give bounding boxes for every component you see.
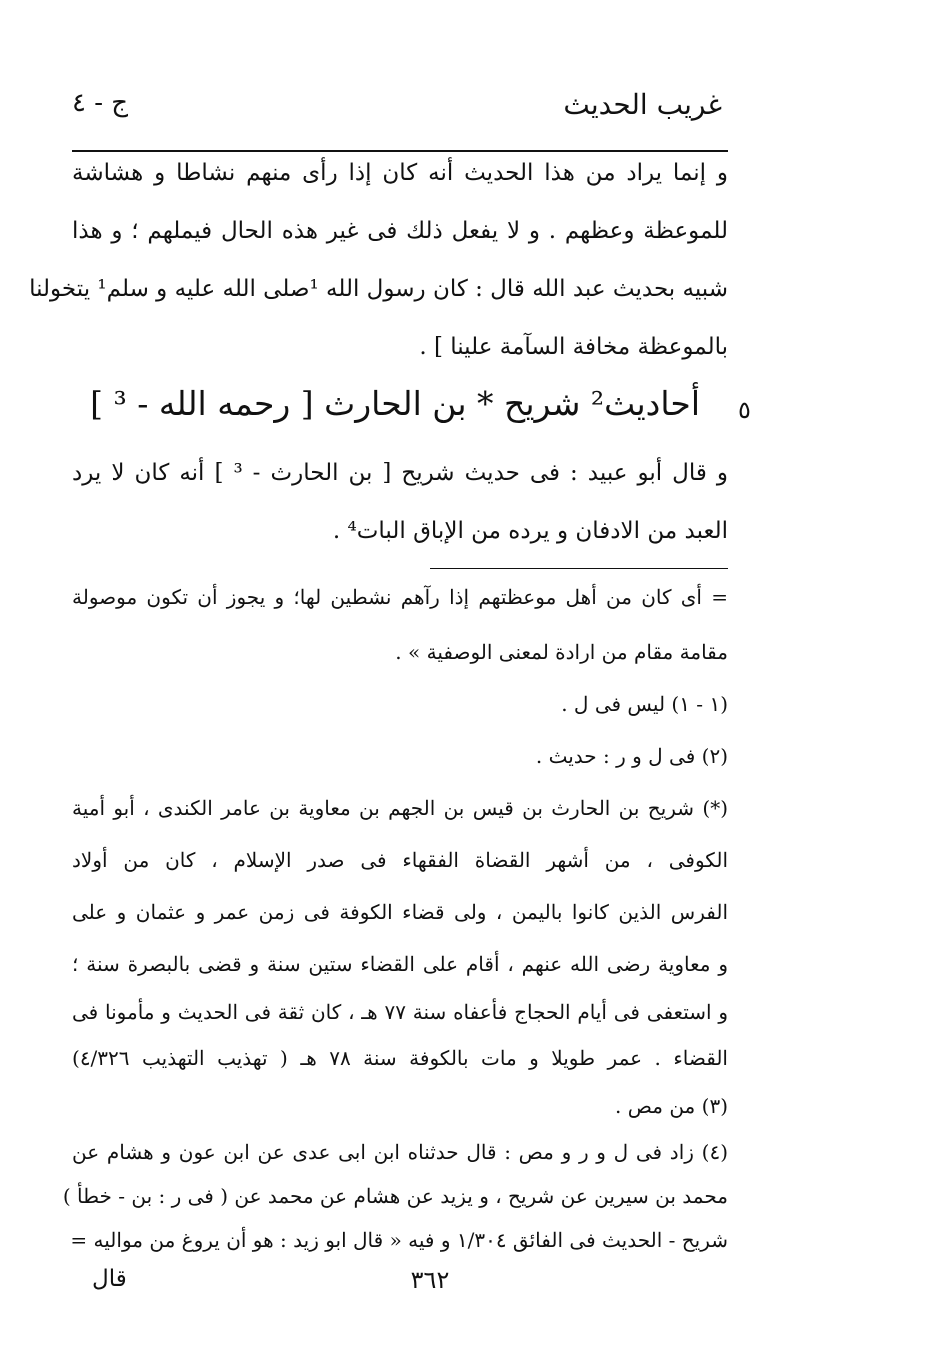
- footnote-line: الفرس الذين كانوا باليمن ، ولى قضاء الكوفة فى زمن عمر و عثمان و على: [72, 900, 728, 924]
- line-number: ٥: [738, 396, 751, 424]
- running-header: [72, 88, 722, 132]
- footnote-line: (٤) زاد فى ل و ر و مص : قال حدثناه ابن ابى عدى عن ابن عون و هشام عن: [72, 1140, 728, 1164]
- footnote-rule: [430, 568, 728, 569]
- footnote-line: و استعفى فى أيام الحجاج فأعفاه سنة ٧٧ هـ ، كان ثقة فى الحديث و مأمونا فى: [72, 1000, 728, 1024]
- footnote-line: و معاوية رضى الله عنهم ، أقام على القضاء ستين سنة و قضى بالبصرة سنة ؛: [72, 952, 728, 976]
- text-line: و قال أبو عبيد : فى حديث شريح [ بن الحارث - ³ ] أنه كان لا يرد: [72, 460, 728, 486]
- page-number: ٣٦٢: [410, 1266, 450, 1294]
- footnote-line: (٣) من مص .: [615, 1094, 728, 1118]
- footnote-line: محمد بن سيرين عن شريح ، و يزيد عن هشام عن محمد عن ( فى ر : بن - خطأ ): [62, 1184, 728, 1208]
- footnote-line: (٢) فى ل و ر : حديث .: [535, 744, 728, 768]
- footnote-line: شريح - الحديث فى الفائق ١/٣٠٤ و فيه « قال ابو زيد : هو أن يروغ من مواليه =: [70, 1228, 728, 1252]
- text-line: بالموعظة مخافة السآمة علينا ] .: [419, 334, 728, 360]
- footnote-line: = أى كان من أهل موعظتهم إذا رآهم نشطين لها؛ و يجوز أن تكون موصولة: [72, 585, 728, 609]
- text-line: للموعظة وعظهم . و لا يفعل ذلك فى غير هذه الحال فيملهم ؛ و هذا: [72, 218, 728, 244]
- text-line: و إنما يراد من هذا الحديث أنه كان إذا رأى منهم نشاطا و هشاشة: [72, 160, 728, 186]
- footnote-line: (*) شريح بن الحارث بن قيس بن الجهم بن معاوية بن عامر الكندى ، أبو أمية: [72, 796, 728, 820]
- footnote-line: الكوفى ، من أشهر القضاة الفقهاء فى صدر الإسلام ، كان من أولاد: [72, 848, 728, 872]
- footnote-line: (١ - ١) ليس فى ل .: [561, 692, 728, 716]
- text-line: شبيه بحديث عبد الله قال : كان رسول الله ¹صلى الله عليه و سلم¹ يتخولنا: [29, 276, 728, 302]
- volume-number: ج - ٤: [72, 88, 129, 118]
- catchword: قال: [92, 1266, 127, 1292]
- text-line: العبد من الادفان و يرده من الإباق البات⁴ .: [332, 518, 728, 544]
- section-heading: أحاديث² شريح * بن الحارث [ رحمه الله - ³ ]: [90, 384, 700, 423]
- footnote-line: القضاء . عمر طويلا و مات بالكوفة سنة ٧٨ هـ ( تهذيب التهذيب ٤/٣٢٦): [72, 1046, 728, 1070]
- footnote-line: مقامة مقام من ارادة لمعنى الوصفية » .: [395, 640, 728, 664]
- book-title: غريب الحديث: [563, 88, 722, 121]
- header-rule: [72, 150, 728, 152]
